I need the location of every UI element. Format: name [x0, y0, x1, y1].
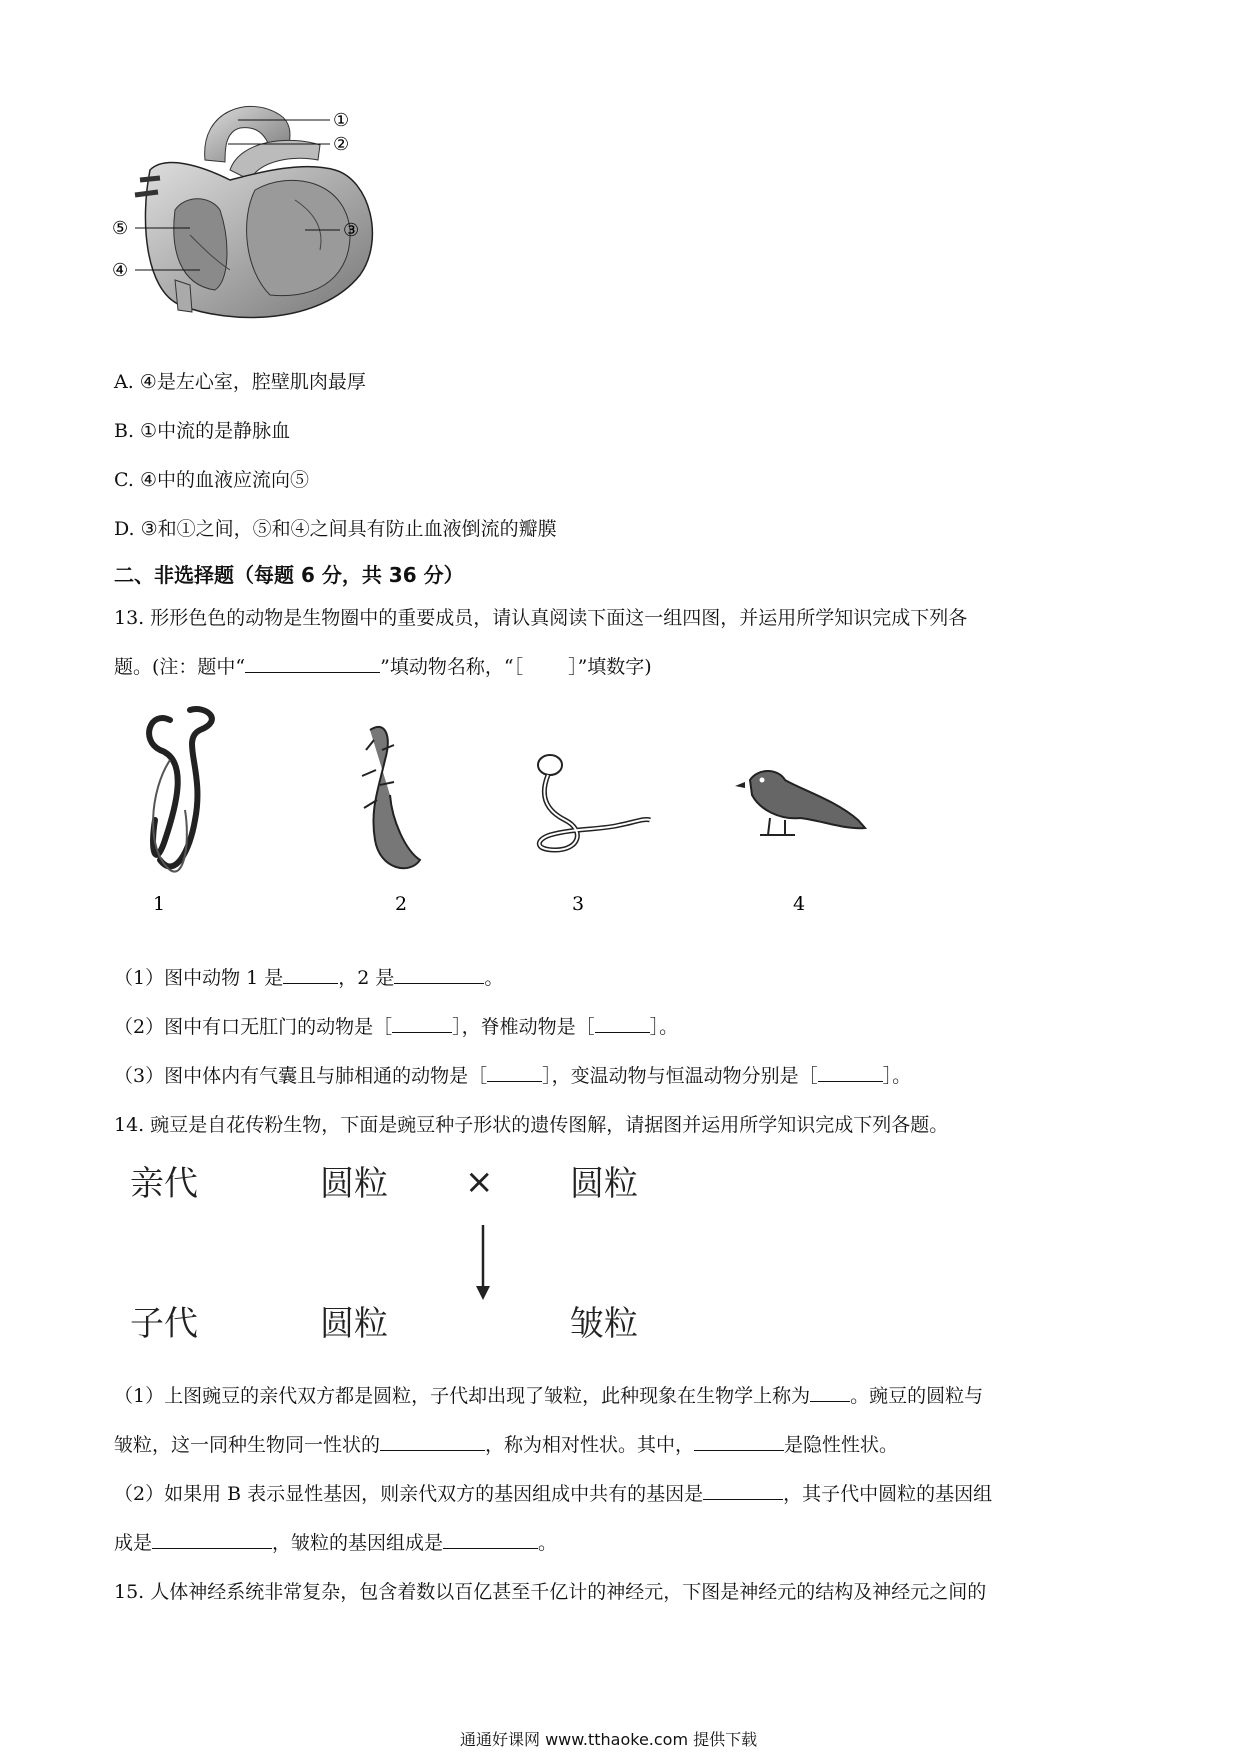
cross-symbol: × [465, 1162, 494, 1202]
answer-blank [595, 1014, 650, 1033]
answer-blank [283, 965, 338, 984]
q13-sub3-b: ］，变温动物与恒温动物分别是［ [542, 1065, 818, 1087]
answer-blank [152, 1530, 272, 1549]
q14-sub1-line1 [114, 1383, 983, 1409]
option-b: B. ①中流的是静脉血 [114, 420, 291, 442]
child1-label: 圆粒 [320, 1304, 388, 1344]
q14-sub2-line1-b: ，其子代中圆粒的基因组 [783, 1483, 993, 1505]
option-a: A. ④是左心室，腔壁肌肉最厚 [114, 371, 366, 393]
heart-label-1: ① [333, 110, 350, 131]
q14-sub2-line2-b: ，皱粒的基因组成是 [272, 1532, 444, 1554]
heart-label-3: ③ [343, 220, 360, 241]
parent1-label: 圆粒 [320, 1164, 388, 1204]
answer-blank [245, 654, 380, 673]
answer-blank [703, 1481, 783, 1500]
q14-line1: 14. 豌豆是自花传粉生物，下面是豌豆种子形状的遗传图解，请据图并运用所学知识完成下列各题。 [114, 1114, 949, 1136]
answer-blank [694, 1432, 784, 1451]
q13-line2-part-c: ］”填数字) [568, 656, 652, 678]
animal-number-3: 3 [572, 893, 585, 915]
q13-sub2 [114, 1014, 678, 1040]
q14-sub1-line2-b: ，称为相对性状。其中， [485, 1434, 695, 1456]
answer-blank [380, 1432, 485, 1451]
animal-number-2: 2 [395, 893, 408, 915]
answer-blank [487, 1063, 542, 1082]
answer-blank [443, 1530, 538, 1549]
page-footer: 通通好课网 www.tthaoke.com 提供下载 [460, 1730, 758, 1749]
q14-sub1-line2-a: 皱粒，这一同种生物同一性状的 [114, 1434, 381, 1456]
q14-sub2-line2 [114, 1530, 557, 1556]
child2-label: 皱粒 [570, 1304, 638, 1344]
q14-sub2-line2-a: 成是 [114, 1532, 153, 1554]
q15-line1: 15. 人体神经系统非常复杂，包含着数以百亿甚至千亿计的神经元，下图是神经元的结构及神经元之间的 [114, 1581, 987, 1603]
q13-line2-part-b: ”填动物名称，“［ [380, 656, 524, 678]
q14-sub2-line1-a: （2）如果用 B 表示显性基因，则亲代双方的基因组成中共有的基因是 [114, 1483, 704, 1505]
animals-figure [130, 700, 910, 920]
offspring-label: 子代 [130, 1304, 198, 1344]
q13-sub1-b: ，2 是 [338, 967, 395, 989]
heart-diagram [112, 100, 420, 350]
q13-sub2-c: ］。 [649, 1016, 679, 1038]
heart-label-4: ④ [112, 260, 129, 281]
q13-line1: 13. 形形色色的动物是生物圈中的重要成员，请认真阅读下面这一组四图，并运用所学知识完成下列各 [114, 607, 968, 629]
q14-sub2-line2-c: 。 [538, 1532, 558, 1554]
q14-sub1-line1-a: （1）上图豌豆的亲代双方都是圆粒，子代却出现了皱粒，此种现象在生物学上称为 [114, 1385, 811, 1407]
q13-sub1-a: （1）图中动物 1 是 [114, 967, 284, 989]
answer-blank [810, 1383, 850, 1402]
parent-label: 亲代 [130, 1164, 198, 1204]
q14-sub2-line1 [114, 1481, 992, 1507]
genetic-cross-diagram [120, 1150, 680, 1360]
q13-line2-part-a: 题。(注：题中“ [114, 656, 246, 678]
parent2-label: 圆粒 [570, 1164, 638, 1204]
answer-blank [392, 1014, 452, 1033]
q13-sub1-c: 。 [484, 967, 504, 989]
q13-sub3-c: ］。 [882, 1065, 912, 1087]
arrow-head [476, 1286, 490, 1300]
section-heading: 二、非选择题（每题 6 分，共 36 分） [114, 563, 464, 587]
option-d: D. ③和①之间，⑤和④之间具有防止血液倒流的瓣膜 [114, 518, 557, 540]
q13-sub3-a: （3）图中体内有气囊且与肺相通的动物是［ [114, 1065, 488, 1087]
q13-sub3 [114, 1063, 911, 1089]
answer-blank [818, 1063, 883, 1082]
animal-number-1: 1 [153, 893, 166, 915]
q14-sub1-line2-c: 是隐性性状。 [784, 1434, 899, 1456]
q14-sub1-line1-b: 。豌豆的圆粒与 [850, 1385, 984, 1407]
heart-label-2: ② [333, 134, 350, 155]
answer-blank [394, 965, 484, 984]
animal-number-4: 4 [793, 893, 806, 915]
option-c: C. ④中的血液应流向⑤ [114, 469, 309, 491]
q13-sub2-a: （2）图中有口无肛门的动物是［ [114, 1016, 393, 1038]
q13-line2 [114, 654, 652, 680]
q14-sub1-line2 [114, 1432, 898, 1458]
heart-label-5: ⑤ [112, 218, 129, 239]
q13-sub1 [114, 965, 503, 991]
q13-sub2-b: ］，脊椎动物是［ [452, 1016, 595, 1038]
